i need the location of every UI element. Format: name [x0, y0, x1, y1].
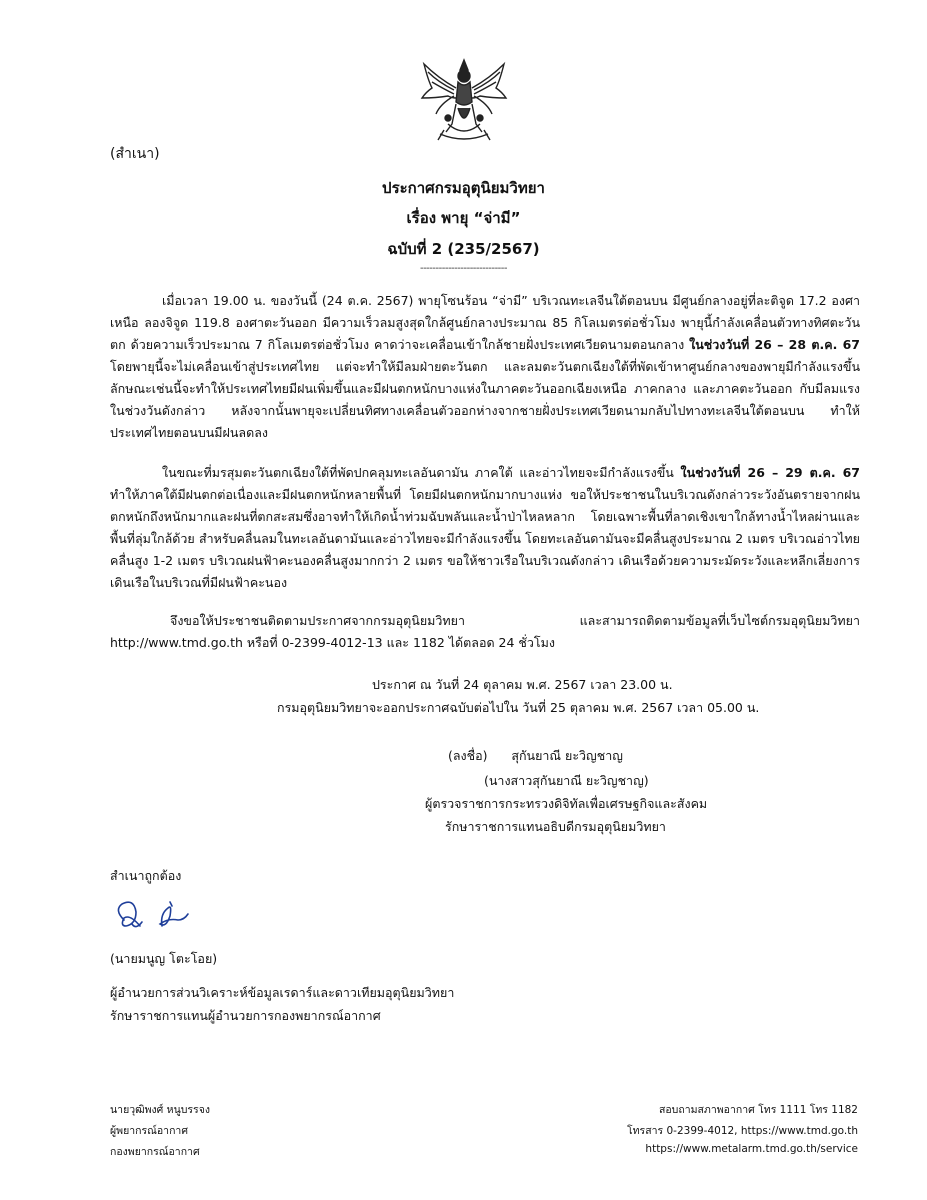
p2-text: ในขณะที่มรสุมตะวันตกเฉียงใต้ที่พัดปกคลุมทะเลอันดามัน ภาคใต้ และอ่าวไทยจะมีกำลังแรงขึ้น: [162, 465, 681, 480]
signatory-full-name: (นางสาวสุกันยาณี ยะวิญชาญ): [484, 773, 649, 788]
p1-bold-date: ในช่วงวันที่ 26 – 28 ต.ค. 67: [689, 337, 860, 352]
certified-copy-label: สำเนาถูกต้อง: [110, 868, 182, 883]
announcement-date: ประกาศ ณ วันที่ 24 ตุลาคม พ.ศ. 2567 เวลา 23.00 น.: [372, 677, 673, 692]
footer-service-link[interactable]: https://www.metalarm.tmd.go.th/service: [645, 1143, 858, 1155]
footer-forecaster-name: นายวุฒิพงศ์ หนูบรรจง: [110, 1104, 210, 1116]
next-announcement: กรมอุตุนิยมวิทยาจะออกประกาศฉบับต่อไปใน วันที่ 25 ตุลาคม พ.ศ. 2567 เวลา 05.00 น.: [277, 700, 760, 715]
title-separator: ----------------------------: [419, 263, 508, 274]
announcement-number: ฉบับที่ 2 (235/2567): [387, 240, 540, 258]
body-paragraph-1: [110, 290, 860, 444]
signatory-acting: รักษาราชการแทนอธิบดีกรมอุตุนิยมวิทยา: [445, 819, 666, 834]
certifier-acting: รักษาราชการแทนผู้อำนวยการกองพยากรณ์อากาศ: [110, 1008, 381, 1023]
certifier-name: (นายมนูญ โตะโอย): [110, 951, 218, 966]
certifier-position: ผู้อำนวยการส่วนวิเคราะห์ข้อมูลเรดาร์และดาวเทียมอุตุนิยมวิทยา: [110, 985, 455, 1000]
copy-label: (สำเนา): [110, 146, 160, 162]
signatory-position: ผู้ตรวจราชการกระทรวงดิจิทัลเพื่อเศรษฐกิจและสังคม: [425, 796, 708, 811]
handwritten-signature-icon: [110, 896, 192, 936]
footer-division: กองพยากรณ์อากาศ: [110, 1146, 200, 1158]
signed-name: (ลงชื่อ) สุกันยาณี ยะวิญชาญ: [448, 748, 623, 763]
footer-fax-website: โทรสาร 0-2399-4012, https://www.tmd.go.th: [627, 1125, 858, 1137]
p2-text-rest: ทำให้ภาคใต้มีฝนตกต่อเนื่องและมีฝนตกหนักหลายพื้นที่ โดยมีฝนตกหนักมากบางแห่ง ขอให้ประชาชนในบริเวณดังกล่าวระวังอันตรายจากฝนตกหนักถึงหนักมากและฝนที่ตกสะสมซึ่งอาจทำให้เกิดน้ำท่วมฉับพลันและน้ำป่าไหลหลาก โดยเฉพาะพื้นที่ลาดเชิงเขาใกล้ทางน้ำไหลผ่านและพื้นที่ลุ่มใกล้ด้วย สำหรับคลื่นลมในทะเลอันดามันและอ่าวไทยจะมีกำลังแรงขึ้น โดยทะเลอันดามันจะมีคลื่นสูงประมาณ 2 เมตร บริเวณอ่าวไทยคลื่นสูง 1-2 เมตร บริเวณฝนฟ้าคะนองคลื่นสูงมากกว่า 2 เมตร ขอให้ชาวเรือในบริเวณดังกล่าว เดินเรือด้วยความระมัดระวังและหลีกเลี่ยงการเดินเรือในบริเวณที่มีฝนฟ้าคะนอง: [110, 487, 860, 590]
footer-phone: สอบถามสภาพอากาศ โทร 1111 โทร 1182: [658, 1104, 858, 1116]
garuda-emblem-icon: [418, 58, 510, 146]
p1-text: เมื่อเวลา 19.00 น. ของวันนี้ (24 ต.ค. 2567) พายุโซนร้อน “จ่ามี” บริเวณทะเลจีนใต้ตอนบน มีศูนย์กลางอยู่ที่ละติจูด 17.2 องศาเหนือ ลองจิจูด 119.8 องศาตะวันออก มีความเร็วลมสูงสุดใกล้ศูนย์กลางประมาณ 85 กิโลเมตรต่อชั่วโมง พายุนี้กำลังเคลื่อนตัวทางทิศตะวันตก ด้วยความเร็วประมาณ 7 กิโลเมตรต่อชั่วโมง คาดว่าจะเคลื่อนเข้าใกล้ชายฝั่งประเทศเวียดนามตอนกลาง: [110, 293, 860, 352]
announcement-subject: เรื่อง พายุ “จ่ามี”: [406, 209, 521, 227]
footer-forecaster-role: ผู้พยากรณ์อากาศ: [110, 1125, 188, 1137]
body-paragraph-2: [110, 462, 860, 594]
announcement-title: ประกาศกรมอุตุนิยมวิทยา: [382, 179, 545, 197]
body-paragraph-3: จึงขอให้ประชาชนติดตามประกาศจากกรมอุตุนิยมวิทยา และสามารถติดตามข้อมูลที่เว็บไซต์กรมอุตุนิยมวิทยา http://www.tmd.go.th หรือที่ 0-2399-4012-13 และ 1182 ได้ตลอด 24 ชั่วโมง: [110, 613, 860, 650]
p1-text-rest: โดยพายุนี้จะไม่เคลื่อนเข้าสู่ประเทศไทย แต่จะทำให้มีลมฝ่ายตะวันตก และลมตะวันตกเฉียงใต้ที่พัดเข้าหาศูนย์กลางของพายุมีกำลังแรงขึ้น ลักษณะเช่นนี้จะทำให้ประเทศไทยมีฝนเพิ่มขึ้นและมีฝนตกหนักบางแห่งในภาคตะวันออกเฉียงเหนือ ภาคกลาง และภาคตะวันออก กับมีลมแรงในช่วงวันดังกล่าว หลังจากนั้นพายุจะเปลี่ยนทิศทางเคลื่อนตัวออกห่างจากชายฝั่งประเทศเวียดนามกลับไปทางทะเลจีนใต้ตอนบน ทำให้ประเทศไทยตอนบนมีฝนลดลง: [110, 359, 860, 440]
p2-bold-date: ในช่วงวันที่ 26 – 29 ต.ค. 67: [680, 465, 860, 480]
